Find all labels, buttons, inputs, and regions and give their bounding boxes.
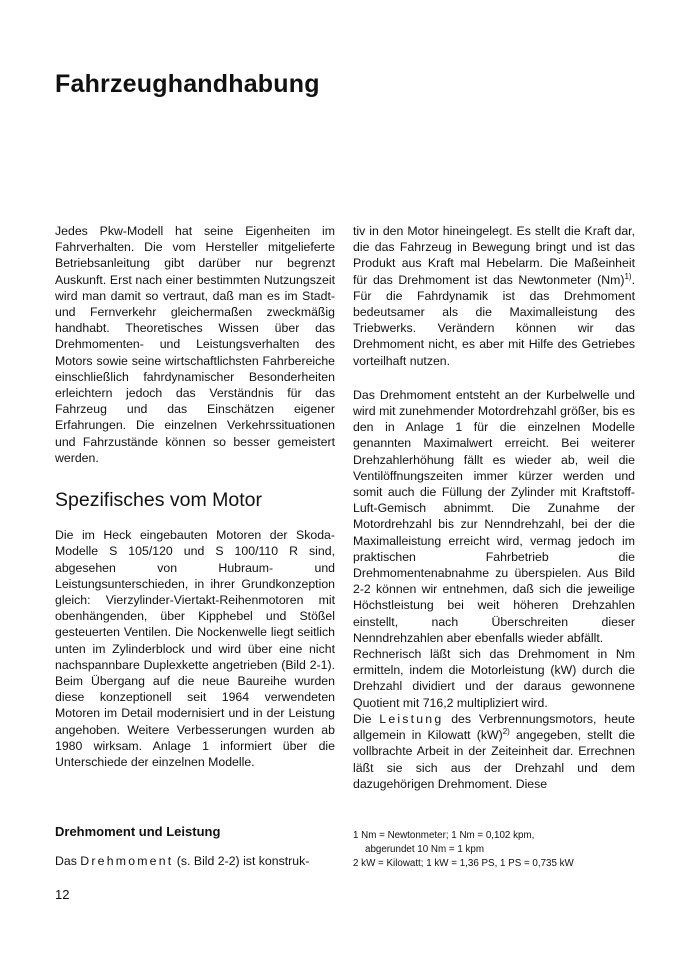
section-heading: Spezifisches vom Motor bbox=[55, 489, 262, 512]
text-fragment: tiv in den Motor hineingelegt. Es stellt die Kraft dar, die das Fahrzeug in Bewegung bringt und ist das Produkt aus Kraft mal Hebelarm. Die Maßeinheit für das Drehmoment ist das Newtonmeter (Nm) bbox=[353, 224, 635, 287]
text-fragment: Die bbox=[353, 711, 380, 726]
emphasized-term: Drehmoment bbox=[80, 854, 174, 868]
left-column bbox=[55, 223, 335, 770]
text-fragment: Das bbox=[55, 854, 81, 868]
drehmoment-paragraph bbox=[353, 223, 635, 369]
kurbelwelle-paragraph: Das Drehmoment entsteht an der Kurbelwelle und wird mit zunehmender Motordrehzahl größer, bis es den in Anlage 1 für die einzelnen Modelle genannten Maximalwert erreicht. Bei weiterer Drehzahlerhöhung fällt es wieder ab, weil die Ventilöffnungszeiten immer kürzer werden und somit auch die Füllung der Zylinder mit Kraftstoff-Luft-Gemisch abnimmt. Die Zunahme der Motordrehzahl bis zur Nenndrehzahl, bei der die Maximalleistung erreicht wird, vermag jedoch im praktischen Fahrbetrieb die Drehmomentenabnahme zu überspielen. Aus Bild 2-2 können wir entnehmen, daß sich die jeweilige Höchstleistung bei weit höheren Drehzahlen einstellt, nach Überschreiten dieser Nenndrehzahlen aber ebenfalls wieder abfällt. bbox=[353, 387, 635, 645]
text-fragment: . Für die Fahrdynamik ist das Drehmoment bedeutsamer als die Maximalleistung des Triebwerks. Verändern können wir das Drehmoment nicht, es aber mit Hilfe des Getriebes vorteilhaft nutzen. bbox=[353, 272, 635, 368]
footnote-1-continuation: abgerundet 10 Nm = 1 kpm bbox=[365, 844, 484, 855]
right-column bbox=[353, 223, 635, 792]
emphasized-term: Leistung bbox=[379, 711, 444, 726]
text-fragment: des Verbrennungsmotors, heute allgemein in Kilowatt (kW) bbox=[353, 711, 636, 743]
footnote-ref: 1) bbox=[624, 271, 632, 281]
footnotes bbox=[353, 829, 653, 871]
text-fragment: angegeben, stellt die vollbrachte Arbeit in der Zeiteinheit dar. Errechnen läßt sie sich aus der Drehzahl und dem dazugehörigen Drehmoment. Diese bbox=[353, 728, 635, 791]
page-title: Fahrzeughandhabung bbox=[55, 70, 320, 98]
page-number: 12 bbox=[55, 887, 70, 902]
footnote-1: 1 Nm = Newtonmeter; 1 Nm = 0,102 kpm, bbox=[353, 830, 535, 841]
footnote-ref: 2) bbox=[502, 727, 510, 736]
subheading-drehmoment-leistung: Drehmoment und Leistung bbox=[55, 824, 221, 839]
text-fragment: (s. Bild 2-2) ist konstruk- bbox=[173, 854, 310, 868]
drehmoment-intro-line bbox=[55, 853, 340, 869]
leistung-paragraph bbox=[353, 711, 635, 792]
footnote-2: 2 kW = Kilowatt; 1 kW = 1,36 PS, 1 PS = 0,735 kW bbox=[353, 858, 574, 869]
motor-paragraph: Die im Heck eingebauten Motoren der Skoda-Modelle S 105/120 und S 100/110 R sind, abgesehen von Hubraum- und Leistungsunterschieden, in ihrer Grundkonzeption gleich: Vierzylinder-Viertakt-Reihenmotoren mit obenhängenden, über Kipphebel und Stößel gesteuerten Ventilen. Die Nockenwelle liegt seitlich unten im Zylinderblock und wird über eine nicht nachspannbare Duplexkette angetrieben (Bild 2-1). Beim Übergang auf die neue Baureihe wurden diese konzeptionell seit 1964 verwendeten Motoren im Detail modernisiert und in der Leistung angehoben. Weitere Verbesserungen wurden ab 1980 wirksam. Anlage 1 informiert über die Unterschiede der einzelnen Modelle. bbox=[55, 528, 335, 770]
rechnung-paragraph: Rechnerisch läßt sich das Drehmoment in Nm ermitteln, indem die Motorleistung (kW) durch die Drehzahl dividiert und der daraus gewonnene Quotient mit 716,2 multipliziert wird. bbox=[353, 647, 635, 710]
intro-paragraph: Jedes Pkw-Modell hat seine Eigenheiten im Fahrverhalten. Die vom Hersteller mitgelieferte Betriebsanleitung gibt darüber nur begrenzt Auskunft. Erst nach einer bestimmten Nutzungszeit wird man damit so vertraut, daß man es im Stadt- und Fernverkehr gleichermaßen zweckmäßig handhabt. Theoretisches Wissen über das Drehmomenten- und Leistungsverhalten des Motors sowie seine wirtschaftlichsten Fahrbereiche einschließlich fahrdynamischer Besonderheiten erleichtern jedoch das Verständnis für das Fahrzeug und das Einschätzen eigener Erfahrungen. Die einzelnen Verkehrssituationen und Fahrzustände können so besser gemeistert werden. bbox=[55, 224, 335, 465]
